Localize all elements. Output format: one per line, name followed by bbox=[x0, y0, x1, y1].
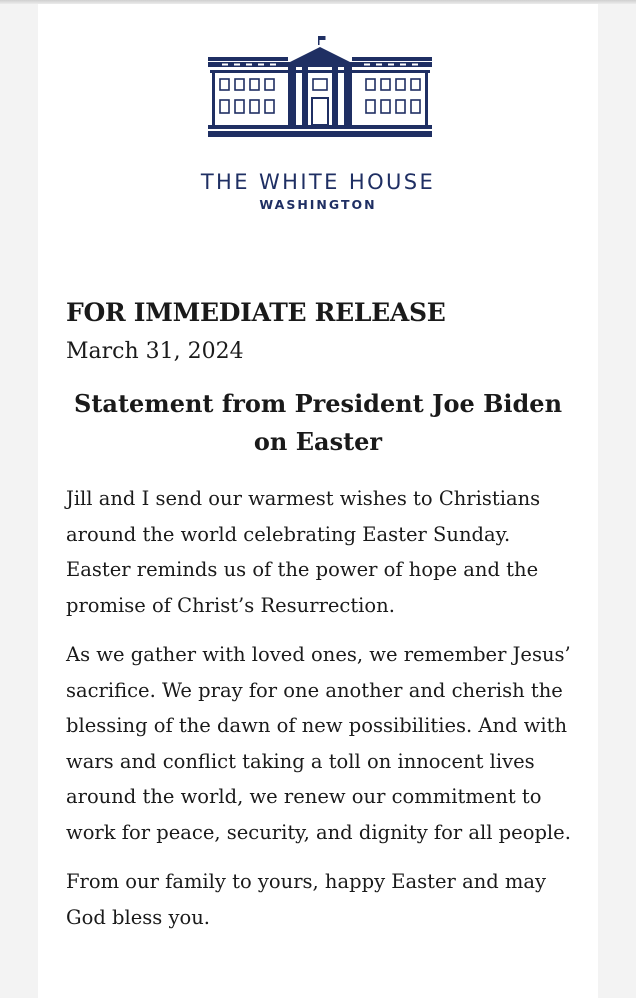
statement-paragraph: As we gather with loved ones, we remember Jesus’ sacrifice. We pray for one another and cherish the blessing of the dawn of new possibilities. And with wars and conflict taking a toll on innocent lives around the world, we renew our commitment to work for peace, security, and dignity for all people. bbox=[66, 643, 571, 844]
release-label: FOR IMMEDIATE RELEASE bbox=[66, 298, 446, 327]
statement-paragraph: Jill and I send our warmest wishes to Christians around the world celebrating Easter Sunday. Easter reminds us of the power of hope and the promise of Christ’s Resurrection. bbox=[66, 487, 541, 617]
statement-body bbox=[66, 481, 578, 949]
org-name: THE WHITE HOUSE bbox=[200, 170, 436, 194]
statement-paragraph: From our family to yours, happy Easter and may God bless you. bbox=[66, 870, 547, 929]
white-house-icon bbox=[208, 34, 432, 144]
release-date: March 31, 2024 bbox=[66, 339, 244, 364]
press-release-page bbox=[38, 4, 598, 998]
statement-title: Statement from President Joe Biden on Easter bbox=[73, 389, 563, 456]
org-city: WASHINGTON bbox=[259, 197, 377, 212]
